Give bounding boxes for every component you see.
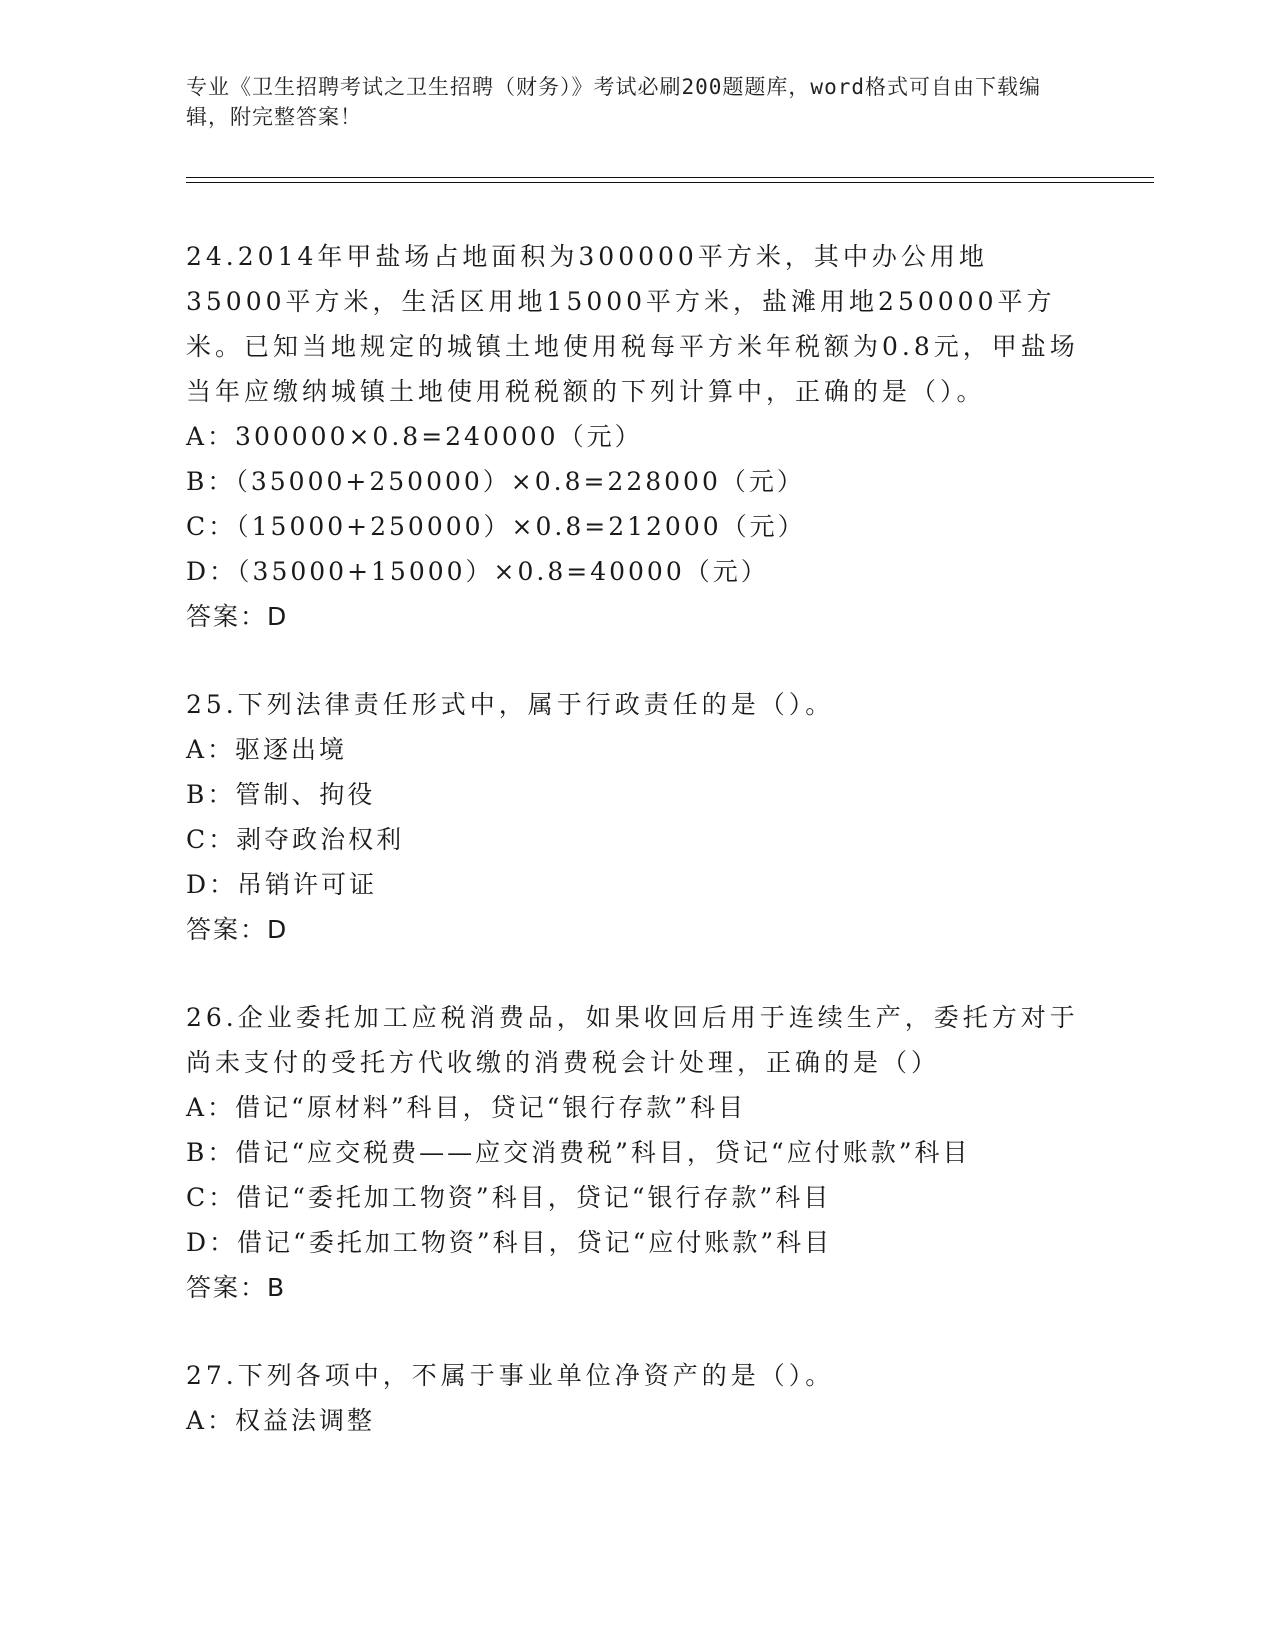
- option-a: A：300000×0.8=240000（元）: [186, 422, 643, 451]
- question-stem: 27.下列各项中，不属于事业单位净资产的是（）。: [186, 1361, 835, 1390]
- question-stem: 24.2014年甲盐场占地面积为300000平方米，其中办公用地35000平方米，生活区用地15000平方米，盐滩用地250000平方米。已知当地规定的城镇土地使用税每平方米年税额为0.8元，甲盐场当年应缴纳城镇土地使用税税额的下列计算中，正确的是（）。: [186, 242, 1079, 406]
- question-26: [186, 995, 1086, 1310]
- option-c: C：剥夺政治权利: [186, 825, 405, 854]
- document-header: 专业《卫生招聘考试之卫生招聘（财务）》考试必刷200题题库，word格式可自由下载编辑，附完整答案！: [186, 75, 1041, 129]
- answer: 答案：B: [186, 1273, 287, 1302]
- option-d: D：借记“委托加工物资”科目，贷记“应付账款”科目: [186, 1228, 833, 1257]
- question-stem: 25.下列法律责任形式中，属于行政责任的是（）。: [186, 690, 835, 719]
- option-c: C：借记“委托加工物资”科目，贷记“银行存款”科目: [186, 1183, 832, 1212]
- header-divider-top: [186, 177, 1154, 178]
- answer: 答案：D: [186, 602, 289, 631]
- header-divider-bottom: [186, 182, 1154, 183]
- question-27: [186, 1353, 1086, 1443]
- question-list: [186, 234, 1086, 1486]
- option-d: D：吊销许可证: [186, 870, 378, 899]
- option-a: A：借记“原材料”科目，贷记“银行存款”科目: [186, 1093, 747, 1122]
- option-b: B：（35000+250000）×0.8=228000（元）: [186, 467, 805, 496]
- option-a: A：权益法调整: [186, 1406, 376, 1435]
- question-24: [186, 234, 1086, 639]
- question-stem: 26.企业委托加工应税消费品，如果收回后用于连续生产，委托方对于尚未支付的受托方代收缴的消费税会计处理，正确的是（）: [186, 1003, 1079, 1077]
- answer: 答案：D: [186, 915, 289, 944]
- option-b: B：借记“应交税费——应交消费税”科目，贷记“应付账款”科目: [186, 1138, 971, 1167]
- option-b: B：管制、拘役: [186, 780, 376, 809]
- option-c: C：（15000+250000）×0.8=212000（元）: [186, 512, 806, 541]
- option-a: A：驱逐出境: [186, 735, 348, 764]
- option-d: D：（35000+15000）×0.8=40000（元）: [186, 557, 769, 586]
- question-25: [186, 682, 1086, 952]
